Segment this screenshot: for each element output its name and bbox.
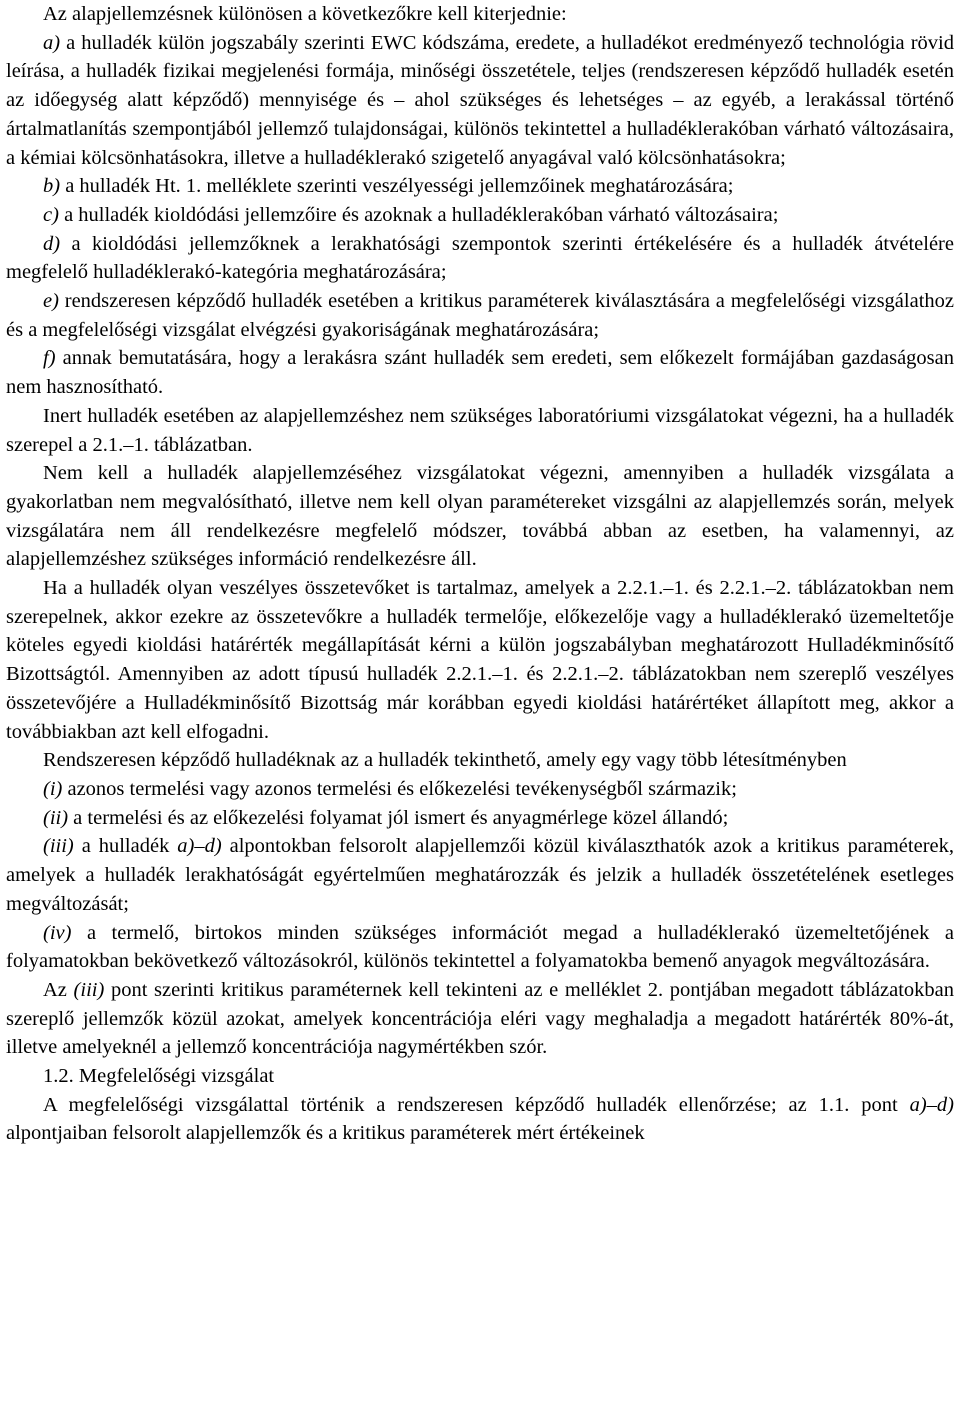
paragraph-text: Az alapjellemzésnek különösen a következőkre kell kiterjednie: bbox=[43, 3, 567, 25]
paragraph-text: a hulladék kioldódási jellemzőire és azoknak a hulladéklerakóban várható változásaira; bbox=[58, 203, 779, 226]
item-marker: c) bbox=[43, 203, 59, 226]
paragraph-text: Rendszeresen képződő hulladéknak az a hulladék tekinthető, amely egy vagy több létesítményben bbox=[43, 749, 847, 772]
paragraph-text: pont szerinti kritikus paraméternek kell tekinteni az e melléklet 2. pontjában megadott táblázatokban szereplő jellemzők közül azokat, amelyek koncentrációja eléri vagy meghaladja a megadott határérték 80%-át, illetve amelyeknél a jellemző koncentrációja nagymértékben szór. bbox=[6, 978, 954, 1059]
item-marker: (iii) bbox=[43, 835, 74, 858]
paragraph-text: Ha a hulladék olyan veszélyes összetevőket is tartalmaz, amelyek a 2.2.1.–1. és 2.2.1.–2. táblázatokban nem szerepelnek, akkor ezekre az összetevőkre a hulladék termelője, előkezelője vagy a hulladéklerakó üzemeltetője köteles egyedi kioldási határérték megállapítását kérni a külön jogszabályban meghatározott Hulladékminősítő Bizottságtól. Amennyiben az adott típusú hulladék 2.2.1.–1. és 2.2.1.–2. táblázatokban nem szereplő veszélyes összetevőjére a Hulladékminősítő Bizottság már korábban egyedi kioldási határértéket állapított meg, akkor a továbbiakban azt kell elfogadni. bbox=[6, 577, 954, 743]
item-marker: e) bbox=[43, 290, 59, 313]
paragraph-text: a hulladék külön jogszabály szerinti EWC kódszáma, eredete, a hulladékot eredményező technológia rövid leírása, a hulladék fizikai megjelenési formája, minőségi összetétele, teljes (rendszeresen képződő hulladék esetén az időegység alatt képződő) mennyisége és – ahol szükséges és lehetséges – az egyéb, a lerakással történő ártalmatlanítás szempontjából jellemző tulajdonságai, különös tekintettel a hulladéklerakóban várható változásaira, a kémiai kölcsönhatásokra, illetve a hulladéklerakó szigetelő anyagával való kölcsönhatásokra; bbox=[6, 31, 954, 169]
paragraph-text: rendszeresen képződő hulladék esetében a kritikus paraméterek kiválasztására a megfelelőségi vizsgálathoz és a megfelelőségi vizsgálat elvégzési gyakoriságának meghatározására; bbox=[6, 290, 954, 341]
paragraph-p07 bbox=[6, 344, 954, 401]
paragraph-p09 bbox=[6, 459, 954, 574]
paragraph-p01 bbox=[6, 0, 954, 29]
paragraph-text: Nem kell a hulladék alapjellemzéséhez vizsgálatokat végezni, amennyiben a hulladék vizsgálata a gyakorlatban nem megvalósítható, illetve nem kell olyan paramétereket vizsgálni az alapjellemzés során, melyek vizsgálatára nem áll rendelkezésre megfelelő módszer, továbbá abban az esetben, ha valamennyi, az alapjellemzéshez szükséges információ rendelkezésre áll. bbox=[6, 462, 954, 571]
paragraph-text: a hulladék bbox=[73, 835, 178, 858]
paragraph-text: Inert hulladék esetében az alapjellemzéshez nem szükséges laboratóriumi vizsgálatokat végezni, ha a hulladék szerepel a 2.1.–1. táblázatban. bbox=[6, 404, 954, 456]
item-marker: a)–d) bbox=[177, 835, 222, 858]
paragraph-text: a termelési és az előkezelési folyamat jól ismert és anyagmérlege közel állandó; bbox=[68, 806, 729, 829]
paragraph-p02 bbox=[6, 29, 954, 173]
item-marker: (iv) bbox=[43, 921, 72, 944]
paragraph-text: a hulladék Ht. 1. melléklete szerinti veszélyességi jellemzőinek meghatározására; bbox=[60, 175, 734, 198]
paragraph-text: a kioldódási jellemzőknek a lerakhatósági szempontok szerinti értékelésére és a hulladék átvételére megfelelő hulladéklerakó-kategória meghatározására; bbox=[6, 232, 954, 284]
item-marker: a) bbox=[43, 31, 61, 54]
paragraph-text: azonos termelési vagy azonos termelési és előkezelési tevékenységből származik; bbox=[62, 777, 737, 800]
item-marker: (ii) bbox=[43, 806, 69, 829]
paragraph-p13 bbox=[6, 804, 954, 833]
paragraph-text: Az bbox=[43, 978, 74, 1001]
paragraph-p12 bbox=[6, 775, 954, 804]
document-page bbox=[6, 0, 954, 1148]
item-marker: d) bbox=[43, 232, 61, 255]
item-marker: f) bbox=[43, 347, 56, 370]
paragraph-p11 bbox=[6, 746, 954, 775]
item-marker: (i) bbox=[43, 777, 63, 800]
paragraph-text: alpontjaiban felsorolt alapjellemzők és a kritikus paraméterek mért értékeinek bbox=[6, 1122, 645, 1145]
paragraph-p17 bbox=[6, 1062, 954, 1091]
paragraph-text: 1.2. Megfelelőségi vizsgálat bbox=[43, 1065, 275, 1088]
paragraph-p15 bbox=[6, 919, 954, 976]
paragraph-text: annak bemutatására, hogy a lerakásra szánt hulladék sem eredeti, sem előkezelt formájában gazdaságosan nem hasznosítható. bbox=[6, 347, 954, 399]
paragraph-p10 bbox=[6, 574, 954, 746]
paragraph-p18 bbox=[6, 1091, 954, 1148]
item-marker: b) bbox=[43, 175, 61, 198]
paragraph-p14 bbox=[6, 832, 954, 918]
paragraph-p05 bbox=[6, 230, 954, 287]
paragraph-p16 bbox=[6, 976, 954, 1062]
paragraph-p03 bbox=[6, 172, 954, 201]
paragraph-p08 bbox=[6, 402, 954, 459]
paragraph-p06 bbox=[6, 287, 954, 344]
item-marker: (iii) bbox=[73, 978, 105, 1001]
item-marker: a)–d) bbox=[909, 1093, 954, 1116]
paragraph-p04 bbox=[6, 201, 954, 230]
paragraph-text: A megfelelőségi vizsgálattal történik a rendszeresen képződő hulladék ellenőrzése; az 1.1. pont bbox=[43, 1093, 910, 1116]
paragraph-text: alpontokban felsorolt alapjellemzői közül kiválaszthatók azok a kritikus paraméterek, amelyek a hulladék lerakhatóságát egyértelműen meghatározzák és jelzik a hulladék összetételének esetleges megváltozását; bbox=[6, 835, 954, 915]
paragraph-text: a termelő, birtokos minden szükséges információt megad a hulladéklerakó üzemeltetőjének a folyamatokban bekövetkező változásokról, különös tekintettel a folyamatokba bemenő anyagok megváltozására. bbox=[6, 921, 954, 973]
